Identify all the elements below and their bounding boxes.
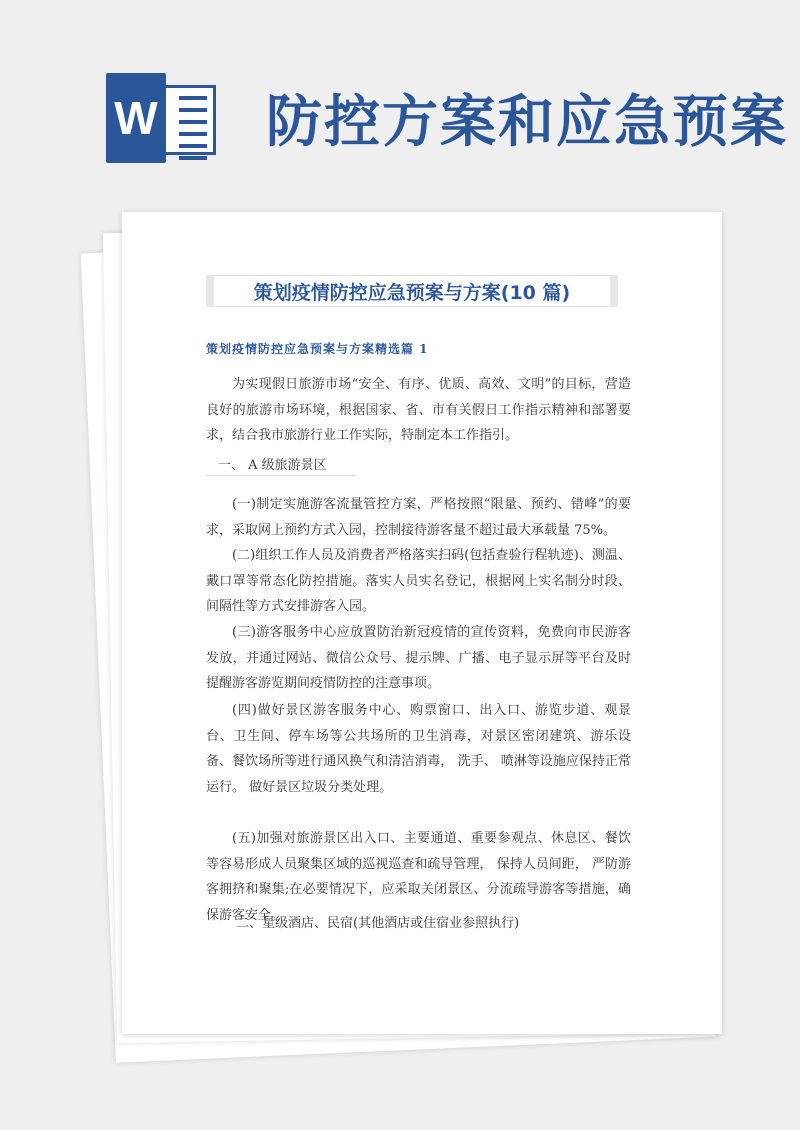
item-paragraph-5: (五)加强对旅游景区出入口、主要通道、重要参观点、休息区、餐饮等容易形成人员聚集区域的巡视巡查和疏导管理， 保持人员间距， 严防游客拥挤和聚集;在必要情况下，应采取关闭景区、分流疏导游客等措施，确保游客安全。 [206, 831, 631, 923]
heading-a-level-scenic: 一、 A 级旅游景区 [218, 458, 327, 473]
document-title-box [206, 275, 618, 307]
heading-hotels: 二、星级酒店、民宿(其他酒店或住宿业参照执行) [236, 916, 520, 931]
document-page [122, 212, 722, 1034]
item-paragraph-1: (一)制定实施游客流量管控方案，严格按照“限量、预约、错峰”的要求，采取网上预约方式入园，控制接待游客量不超过最大承载量 75%。 [206, 497, 631, 538]
document-title: 策划疫情防控应急预案与方案(10 篇) [253, 282, 571, 304]
banner-title: 防控方案和应急预案 [266, 90, 788, 155]
section-heading: 策划疫情防控应急预案与方案精选篇 1 [206, 342, 429, 356]
item-paragraph-2: (二)组织工作人员及消费者严格落实扫码(包括查验行程轨迹)、测温、 戴口罩等常态化防控措施。落实人员实名登记，根据网上实名制分时段、间隔性等方式安排游客入园。 [206, 548, 631, 614]
item-paragraph-3: (三)游客服务中心应放置防治新冠疫情的宣传资料，免费向市民游客发放，并通过网站、微信公众号、提示牌、广播、电子显示屏等平台及时提醒游客游览期间疫情防控的注意事项。 [206, 625, 631, 691]
intro-paragraph: 为实现假日旅游市场“安全、有序、优质、高效、文明”的目标，营造良好的旅游市场环境，根据国家、省、市有关假日工作指示精神和部署要求，结合我市旅游行业工作实际，特制定本工作指引。 [206, 377, 631, 443]
word-logo-letter: W [106, 73, 166, 163]
word-app-icon [106, 73, 216, 163]
item-paragraph-4: (四)做好景区游客服务中心、购票窗口、出入口、游览步道、观景台、卫生间、停车场等公共场所的卫生消毒，对景区密闭建筑、游乐设备、餐饮场所等进行通风换气和清洁消毒， 洗手、 喷淋等设施应保持正常运行。 做好景区垃圾分类处理。 [206, 703, 631, 795]
heading-underline [206, 475, 356, 476]
